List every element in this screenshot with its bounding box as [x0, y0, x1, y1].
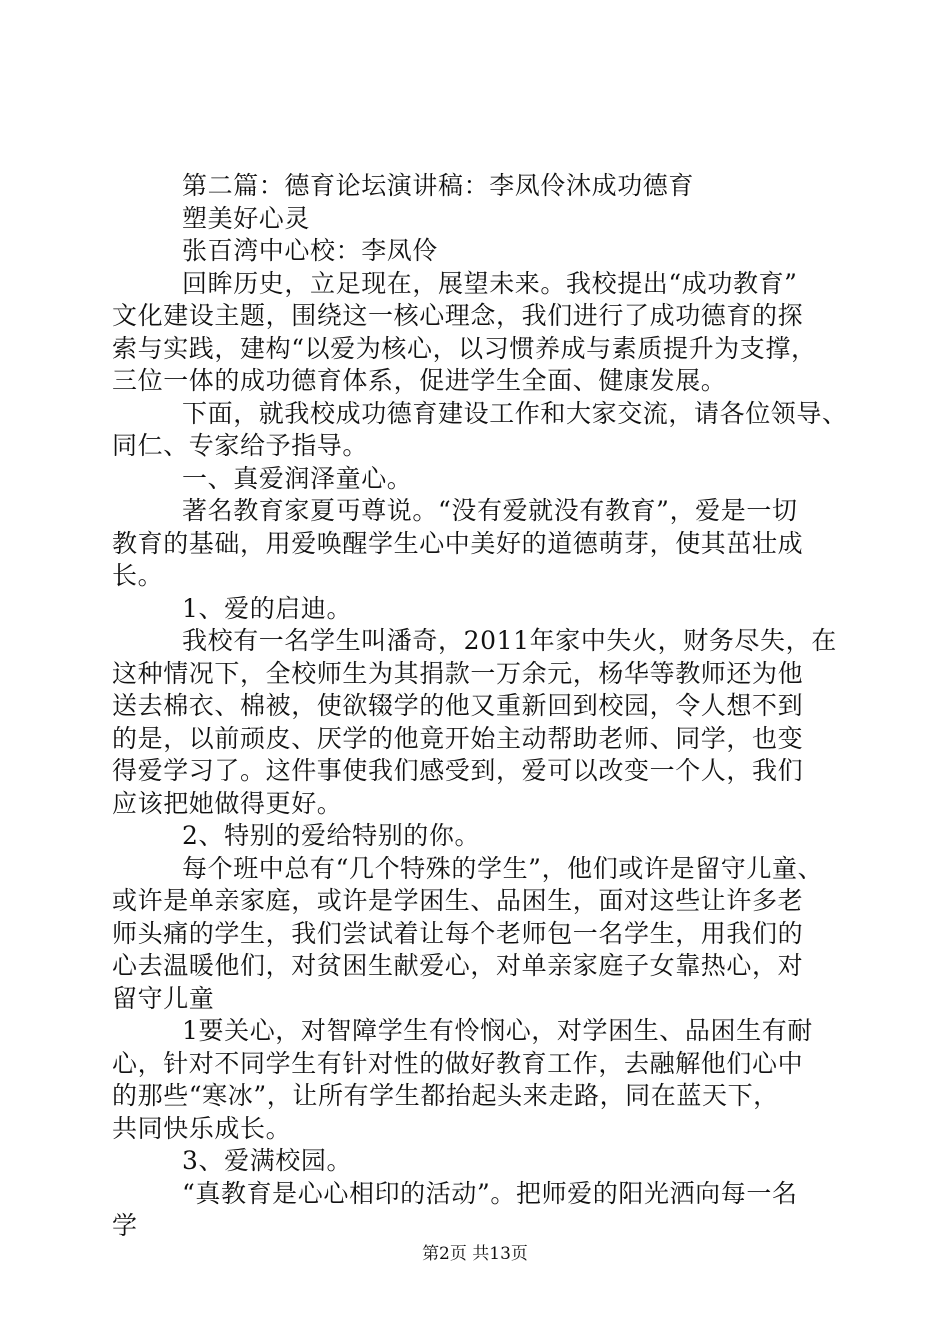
text-line: 2、特别的爱给特别的你。 [182, 821, 481, 850]
text-line: 这种情况下，全校师生为其捐款一万余元，杨华等教师还为他 [112, 658, 804, 688]
text-line: 心，针对不同学生有针对性的做好教育工作，去融解他们心中 [112, 1048, 804, 1078]
text-line: 送去棉衣、棉被，使欲辍学的他又重新回到校园，令人想不到 [112, 691, 804, 720]
text-line: 得爱学习了。这件事使我们感受到，爱可以改变一个人，我们 [112, 756, 804, 785]
text-line: 心去温暖他们，对贫困生献爱心，对单亲家庭子女靠热心，对 [112, 951, 804, 980]
text-line: 的那些“寒冰”，让所有学生都抬起头来走路，同在蓝天下， [112, 1081, 779, 1110]
text-line: 共同快乐成长。 [112, 1113, 292, 1143]
text-line: 一、真爱润泽童心。 [182, 463, 413, 493]
text-line: 著名教育家夏丏尊说。“没有爱就没有教育”，爱是一切 [182, 496, 798, 525]
text-line: 同仁、专家给予指导。 [112, 431, 369, 460]
text-line: 1、爱的启迪。 [182, 593, 353, 623]
text-line: 索与实践，建构“以爱为核心，以习惯养成与素质提升为支撑， [112, 333, 817, 363]
page-number-footer: 第2页 共13页 [422, 1244, 528, 1264]
text-line: 张百湾中心校：李凤伶 [182, 236, 439, 265]
text-line: 学 [112, 1211, 138, 1240]
text-line: 第二篇：德育论坛演讲稿：李凤伶沐成功德育 [182, 171, 695, 200]
text-line: 3、爱满校园。 [182, 1146, 353, 1175]
text-line: 三位一体的成功德育体系，促进学生全面、健康发展。 [112, 366, 727, 395]
text-line: 留守儿童 [112, 983, 215, 1013]
text-line: 教育的基础，用爱唤醒学生心中美好的道德萌芽，使其茁壮成 [112, 528, 804, 558]
text-line: 塑美好心灵 [182, 203, 311, 233]
text-line: 1要关心，对智障学生有怜悯心，对学困生、品困生有耐 [182, 1016, 813, 1045]
document-body [112, 170, 847, 1243]
text-line: 的是，以前顽皮、厌学的他竟开始主动帮助老师、同学，也变 [112, 723, 804, 753]
text-line: 我校有一名学生叫潘奇，2011年家中失火，财务尽失，在 [182, 626, 837, 655]
text-line: “真教育是心心相印的活动”。把师爱的阳光洒向每一名 [182, 1178, 798, 1208]
text-line: 每个班中总有“几个特殊的学生”，他们或许是留守儿童、 [182, 853, 824, 883]
text-line: 应该把她做得更好。 [112, 788, 343, 818]
text-line: 师头痛的学生，我们尝试着让每个老师包一名学生，用我们的 [112, 918, 804, 948]
text-line: 或许是单亲家庭，或许是学困生、品困生，面对这些让许多老 [112, 886, 804, 915]
text-line: 下面，就我校成功德育建设工作和大家交流，请各位领导、 [182, 398, 848, 428]
text-line: 文化建设主题，围绕这一核心理念，我们进行了成功德育的探 [112, 301, 804, 330]
text-line: 回眸历史，立足现在，展望未来。我校提出“成功教育” [182, 268, 798, 298]
text-line: 长。 [112, 561, 164, 590]
